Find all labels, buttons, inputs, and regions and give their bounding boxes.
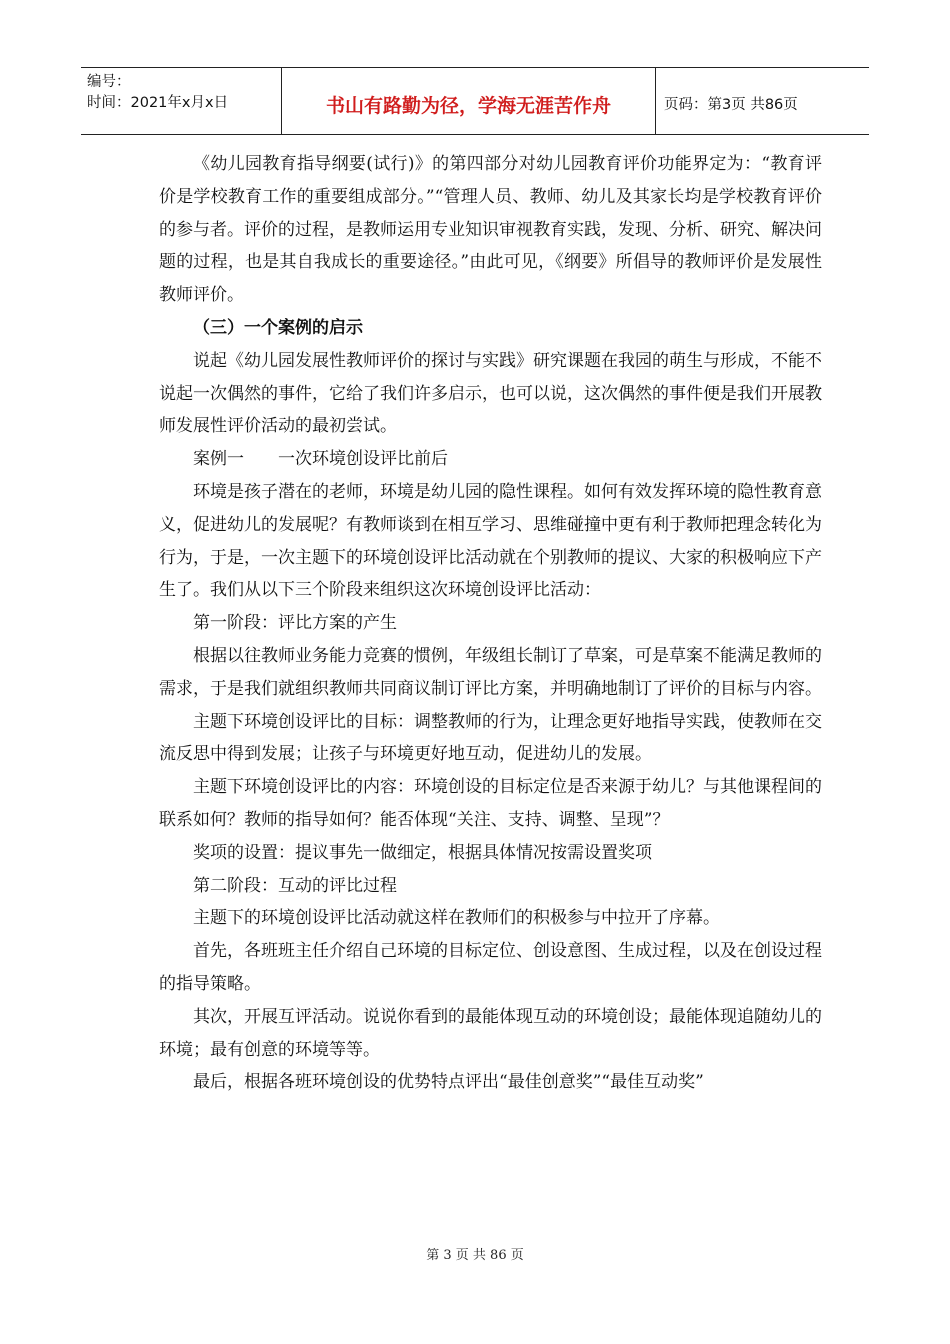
paragraph: 主题下的环境创设评比活动就这样在教师们的积极参与中拉开了序幕。 xyxy=(193,908,720,929)
section-heading: （三）一个案例的启示 xyxy=(193,317,363,338)
page-footer: 第 3 页 共 86 页 xyxy=(426,1248,524,1263)
paragraph: 《幼儿园教育指导纲要(试行)》的第四部分对幼儿园教育评价功能界定为：“教育评价是学校教育工作的重要组成部分。”“管理人员、教师、幼儿及其家长均是学校教育评价的参与者。评价的过程，是教师运用专业知识审视教育实践，发现、分析、研究、解决问题的过程，也是其自我成长的重要途径。”由此可见，《纲要》所倡导的教师评价是发展性教师评价。 xyxy=(159,154,822,306)
page-header xyxy=(81,67,869,135)
header-motto: 书山有路勤为径，学海无涯苦作舟 xyxy=(282,68,656,134)
header-meta xyxy=(81,68,282,134)
document-number-label: 编号： xyxy=(87,74,131,90)
paragraph: 主题下环境创设评比的内容：环境创设的目标定位是否来源于幼儿？与其他课程间的联系如何？教师的指导如何？能否体现“关注、支持、调整、呈现”？ xyxy=(159,777,822,830)
paragraph: 根据以往教师业务能力竞赛的惯例，年级组长制订了草案，可是草案不能满足教师的需求，于是我们就组织教师共同商议制订评比方案，并明确地制订了评价的目标与内容。 xyxy=(159,645,822,699)
header-page-code: 页码：第3页 共86页 xyxy=(664,96,798,113)
paragraph: 其次，开展互评活动。说说你看到的最能体现互动的环境创设；最能体现追随幼儿的环境；最有创意的环境等等。 xyxy=(159,1006,822,1060)
document-time-label: 时间：2021年x月x日 xyxy=(87,95,229,111)
paragraph: 奖项的设置：提议事先一做细定，根据具体情况按需设置奖项 xyxy=(193,842,652,863)
case-heading: 案例一 一次环境创设评比前后 xyxy=(193,449,448,470)
stage-heading: 第一阶段：评比方案的产生 xyxy=(193,613,397,634)
paragraph: 首先，各班班主任介绍自己环境的目标定位、创设意图、生成过程，以及在创设过程的指导策略。 xyxy=(159,941,822,994)
paragraph: 说起《幼儿园发展性教师评价的探讨与实践》研究课题在我园的萌生与形成，不能不说起一次偶然的事件，它给了我们许多启示，也可以说，这次偶然的事件便是我们开展教师发展性评价活动的最初尝试。 xyxy=(159,350,822,437)
paragraph: 主题下环境创设评比的目标：调整教师的行为，让理念更好地指导实践，使教师在交流反思中得到发展；让孩子与环境更好地互动，促进幼儿的发展。 xyxy=(159,711,822,765)
paragraph: 最后，根据各班环境创设的优势特点评出“最佳创意奖”“最佳互动奖” xyxy=(193,1072,704,1093)
stage-heading: 第二阶段：互动的评比过程 xyxy=(193,875,397,896)
paragraph: 环境是孩子潜在的老师，环境是幼儿园的隐性课程。如何有效发挥环境的隐性教育意义，促进幼儿的发展呢？有教师谈到在相互学习、思维碰撞中更有利于教师把理念转化为行为，于是，一次主题下的环境创设评比活动就在个别教师的提议、大家的积极响应下产生了。我们从以下三个阶段来组织这次环境创设评比活动： xyxy=(159,481,822,601)
document-body xyxy=(159,148,822,1099)
